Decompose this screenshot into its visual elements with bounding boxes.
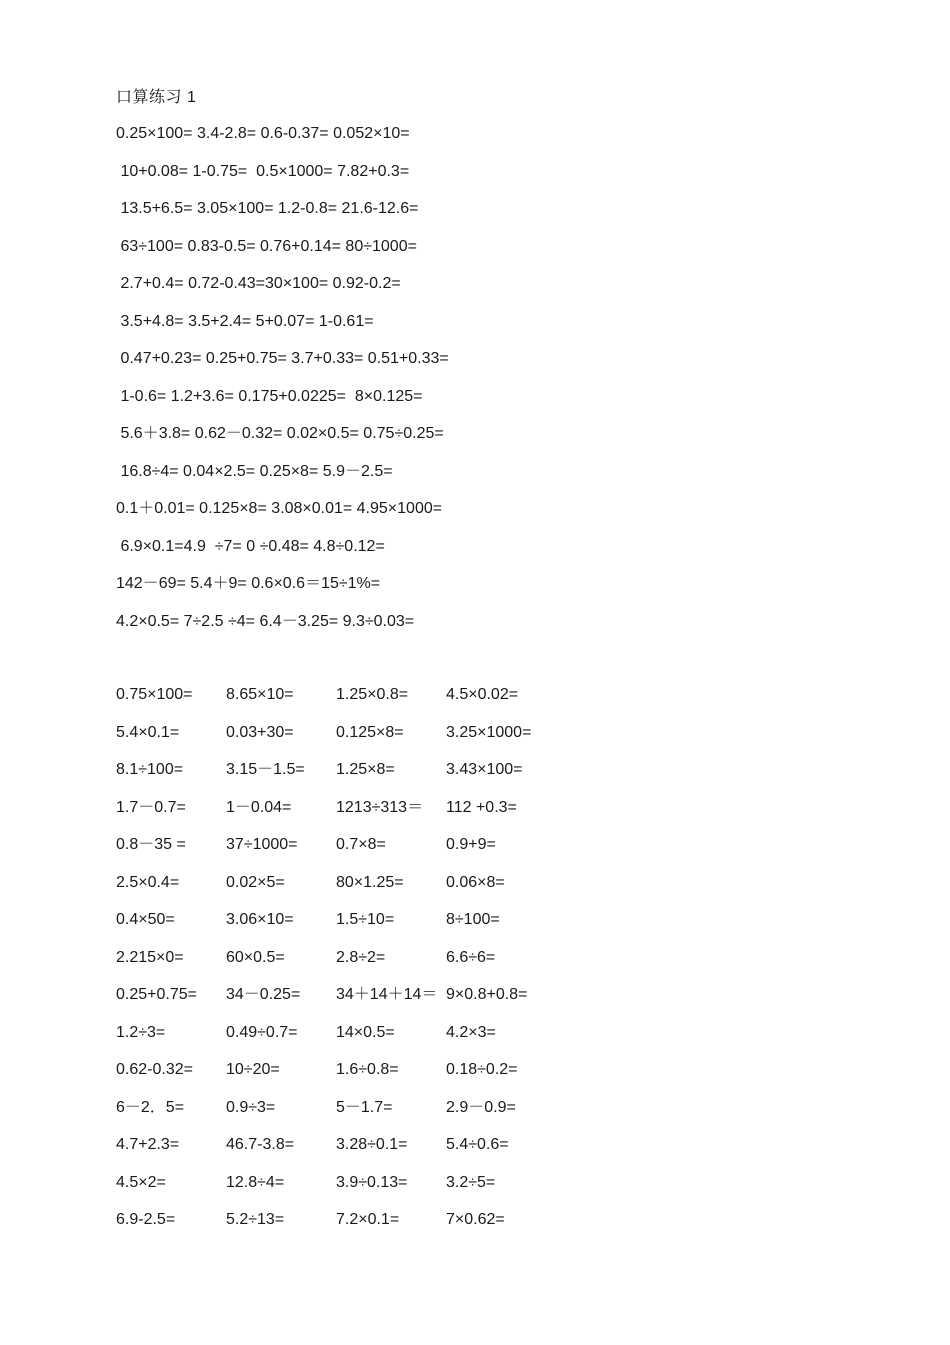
exercise-item: 7.2×0.1= (336, 1211, 400, 1228)
exercise-item: 4.2×3= (446, 1023, 496, 1041)
exercise-line: 0.47+0.23= 0.25+0.75= 3.7+0.33= 0.51+0.33= (116, 350, 449, 367)
exercise-item: 0.03+30= (226, 723, 294, 741)
exercise-item: 46.7-3.8= (226, 1136, 295, 1153)
exercise-item: 2.5×0.4= (116, 873, 180, 891)
exercise-item: 3.43×100= (446, 761, 523, 778)
exercise-item: 1213÷313＝ (336, 798, 424, 816)
exercise-row (116, 1057, 676, 1095)
exercise-line: 0.1＋0.01= 0.125×8= 3.08×0.01= 4.95×1000= (116, 500, 443, 517)
exercise-item: 2.8÷2= (336, 948, 386, 966)
exercise-item: 2.215×0= (116, 948, 184, 966)
exercise-item: 8÷100= (446, 911, 500, 928)
exercise-item: 7×0.62= (446, 1211, 505, 1228)
exercise-item: 80×1.25= (336, 873, 404, 891)
exercise-line: 63÷100= 0.83-0.5= 0.76+0.14= 80÷1000= (116, 237, 417, 255)
exercise-block-1 (116, 121, 449, 646)
exercise-line: 10+0.08= 1-0.75= 0.5×1000= 7.82+0.3= (116, 162, 410, 180)
exercise-item: 0.62-0.32= (116, 1061, 193, 1078)
exercise-row (116, 682, 676, 720)
exercise-item: 60×0.5= (226, 948, 285, 966)
exercise-row (116, 1170, 676, 1208)
exercise-item: 0.25+0.75= (116, 986, 197, 1003)
exercise-item: 0.9÷3= (226, 1098, 276, 1116)
exercise-item: 1.25×8= (336, 761, 395, 778)
exercise-line: 2.7+0.4= 0.72-0.43=30×100= 0.92-0.2= (116, 275, 401, 292)
exercise-line: 142－69= 5.4＋9= 0.6×0.6＝15÷1%= (116, 575, 381, 592)
exercise-item: 0.4×50= (116, 911, 175, 928)
exercise-item: 3.15－1.5= (226, 761, 305, 778)
exercise-item: 8.65×10= (226, 686, 294, 703)
exercise-item: 1－0.04= (226, 798, 292, 816)
exercise-row (116, 1132, 676, 1170)
exercise-line: 5.6＋3.8= 0.62－0.32= 0.02×0.5= 0.75÷0.25= (116, 425, 444, 442)
exercise-item: 0.8－35 = (116, 836, 186, 853)
exercise-item: 5.4÷0.6= (446, 1136, 509, 1153)
exercise-row (116, 832, 676, 870)
exercise-item: 6－2．5= (116, 1098, 185, 1116)
exercise-item: 112 +0.3= (446, 798, 517, 816)
exercise-line: 1-0.6= 1.2+3.6= 0.175+0.0225= 8×0.125= (116, 387, 423, 405)
exercise-item: 0.49÷0.7= (226, 1023, 298, 1041)
exercise-item: 4.5×2= (116, 1173, 166, 1191)
exercise-item: 3.28÷0.1= (336, 1136, 408, 1153)
exercise-item: 3.25×1000= (446, 723, 532, 741)
exercise-row (116, 907, 676, 945)
exercise-item: 6.6÷6= (446, 948, 496, 966)
exercise-item: 0.02×5= (226, 873, 285, 891)
exercise-item: 3.06×10= (226, 911, 294, 928)
exercise-item: 0.9+9= (446, 836, 496, 853)
exercise-item: 12.8÷4= (226, 1173, 285, 1191)
exercise-row (116, 870, 676, 908)
exercise-item: 0.7×8= (336, 836, 386, 853)
exercise-item: 2.9－0.9= (446, 1098, 516, 1116)
exercise-item: 9×0.8+0.8= (446, 986, 528, 1003)
exercise-item: 3.2÷5= (446, 1173, 496, 1191)
exercise-item: 0.06×8= (446, 873, 505, 891)
exercise-row (116, 1020, 676, 1058)
exercise-item: 5.4×0.1= (116, 723, 180, 741)
exercise-line: 3.5+4.8= 3.5+2.4= 5+0.07= 1-0.61= (116, 312, 374, 330)
exercise-item: 4.5×0.02= (446, 686, 519, 703)
exercise-item: 6.9-2.5= (116, 1211, 176, 1228)
exercise-item: 3.9÷0.13= (336, 1173, 408, 1191)
exercise-item: 37÷1000= (226, 836, 298, 853)
exercise-row (116, 945, 676, 983)
exercise-row (116, 795, 676, 833)
exercise-line: 13.5+6.5= 3.05×100= 1.2-0.8= 21.6-12.6= (116, 200, 419, 217)
exercise-row (116, 720, 676, 758)
exercise-block-2 (116, 682, 676, 1245)
exercise-line: 0.25×100= 3.4-2.8= 0.6-0.37= 0.052×10= (116, 125, 410, 142)
exercise-item: 1.25×0.8= (336, 686, 409, 703)
exercise-row (116, 1095, 676, 1133)
exercise-row (116, 982, 676, 1020)
exercise-row (116, 757, 676, 795)
exercise-item: 10÷20= (226, 1061, 280, 1078)
exercise-item: 8.1÷100= (116, 761, 184, 778)
exercise-item: 5.2÷13= (226, 1211, 285, 1228)
exercise-row (116, 1207, 676, 1245)
exercise-item: 0.75×100= (116, 686, 193, 703)
exercise-line: 6.9×0.1=4.9 ÷7= 0 ÷0.48= 4.8÷0.12= (116, 537, 385, 555)
exercise-item: 1.6÷0.8= (336, 1061, 399, 1078)
exercise-item: 0.125×8= (336, 723, 404, 741)
exercise-item: 0.18÷0.2= (446, 1061, 518, 1078)
exercise-item: 4.7+2.3= (116, 1136, 180, 1153)
exercise-item: 5－1.7= (336, 1098, 393, 1116)
exercise-item: 1.5÷10= (336, 911, 395, 928)
page-title: 口算练习 1 (116, 89, 197, 106)
exercise-item: 34＋14＋14＝ (336, 986, 438, 1003)
exercise-line: 4.2×0.5= 7÷2.5 ÷4= 6.4－3.25= 9.3÷0.03= (116, 612, 415, 630)
exercise-item: 34－0.25= (226, 986, 301, 1003)
exercise-item: 14×0.5= (336, 1023, 395, 1041)
exercise-line: 16.8÷4= 0.04×2.5= 0.25×8= 5.9－2.5= (116, 462, 393, 480)
exercise-item: 1.2÷3= (116, 1023, 166, 1041)
exercise-item: 1.7－0.7= (116, 798, 186, 816)
